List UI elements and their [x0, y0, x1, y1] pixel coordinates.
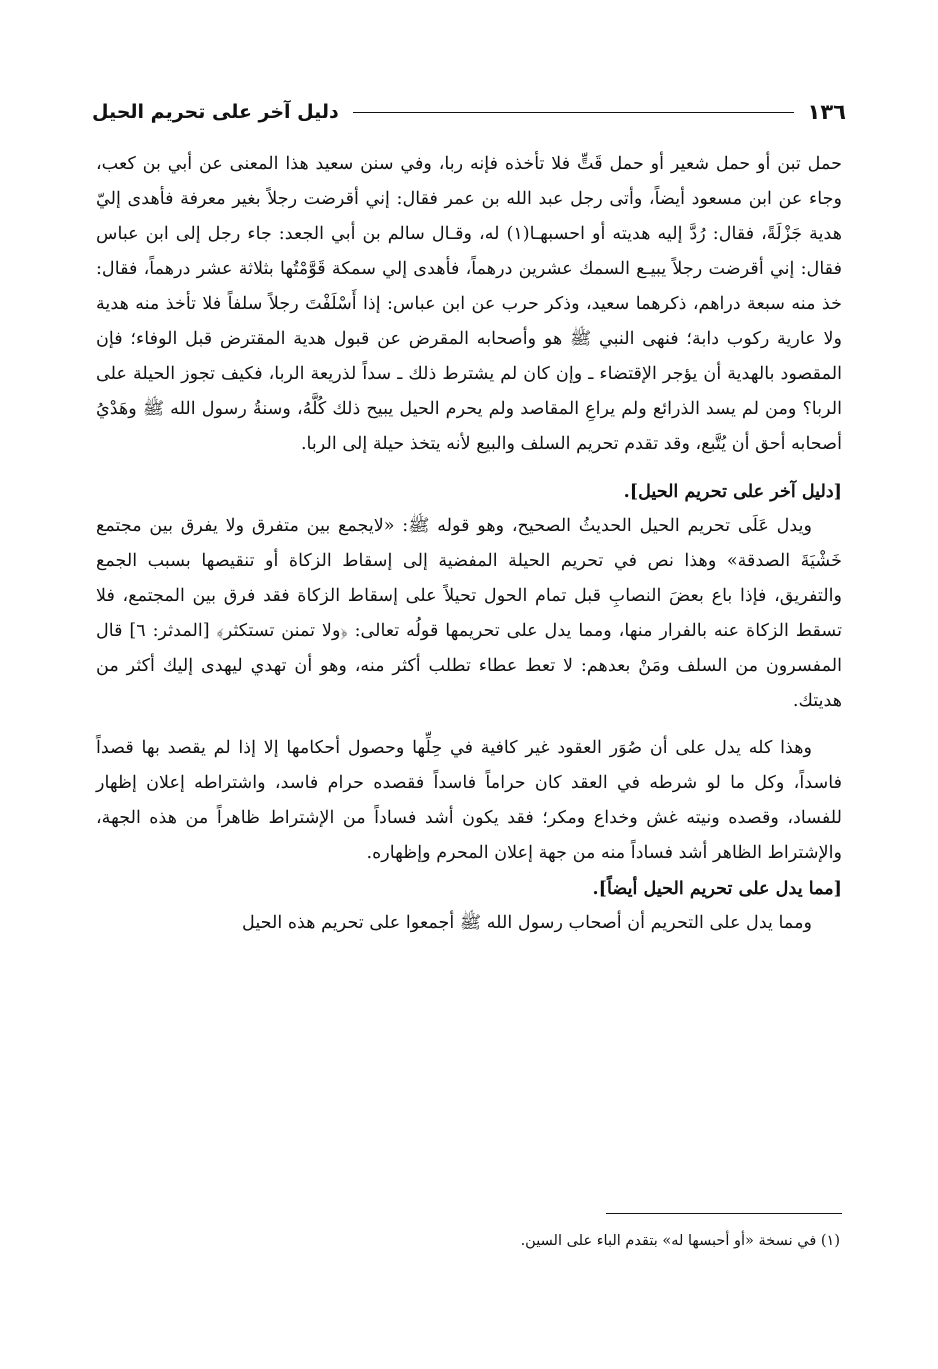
paragraph-4: ومما يدل على التحريم أن أصحاب رسول الله ﷺ أجمعوا على تحريم هذه الحيل — [242, 913, 812, 933]
paragraph-1: حمل تبن أو حمل شعير أو حمل قَتٍّ فلا تأخذه فإنه ربا، وفي سنن سعيد هذا المعنى عن أبي بن كعب، وجاء عن ابن مسعود أيضاً، وأتى رجل عبد الله بن عمر فقال: إني أقرضت رجلاً بغير معرفة فأهدى إليّ هدية جَزْلَةً، فقال: رُدَّ إليه هديته أو احسبهـا(١) له، وقـال سالم بن أبي الجعد: جاء رجل إلى ابن عباس فقال: إني أقرضت رجلاً يبيـع السمك عشرين درهماً، فأهدى إلي سمكة قَوَّمْتُها بثلاثة عشر درهماً، فقال: خذ منه سبعة دراهم، ذكرهما سعيد، وذكر حرب عن ابن عباس: إذا أَسْلَفْتَ رجلاً سلفاً فلا تأخذ منه هدية ولا عارية ركوب دابة؛ فنهى النبي ﷺ هو وأصحابه المقرض عن قبول هدية المقترض قبل الوفاء؛ فإن المقصود بالهدية أن يؤجر الإقتضاء ـ وإن كان لم يشترط ذلك ـ سداً لذريعة الربا، فكيف تجوز الحيلة على الربا؟ ومن لم يسد الذرائع ولم يراعِ المقاصد ولم يحرم الحيل يبيح ذلك كُلَّهُ، وسنةُ رسول الله ﷺ وهَدْيُ أصحابه أحق أن يُتَّبع، وقد تقدم تحريم السلف والبيع لأنه يتخذ حيلة إلى الربا. — [96, 154, 842, 454]
running-title: دليل آخر على تحريم الحيل — [92, 101, 339, 123]
paragraph-3: وهذا كله يدل على أن صُوَر العقود غير كافية في حِلِّها وحصول أحكامها إلا إذا لم يقصد بها قصداً فاسداً، وكل ما لو شرطه في العقد كان حراماً فاسداً فقصده حرام فاسد، واشتراطه إعلان إظهار للفساد، وقصده ونيته غش وخداع ومكر؛ فقد يكون أشد فساداً من الإشتراط ظاهراً من هذه الجهة، والإشتراط الظاهر أشد فساداً منه من جهة إعلان المحرم وإظهاره. — [96, 738, 842, 863]
page-number: ١٣٦ — [807, 100, 846, 124]
section-heading-1: [دليل آخر على تحريم الحيل]. — [623, 481, 842, 502]
paragraph-2: ويدل عَلَى تحريم الحيل الحديثُ الصحيح، وهو قوله ﷺ: «لايجمع بين متفرق ولا يفرق بين مجتمع خَشْيَةَ الصدقة» وهذا نص في تحريم الحيلة المفضية إلى إسقاط الزكاة أو تنقيصها بسبب الجمع والتفريق، فإذا باع بعضَ النصابِ قبل تمام الحول تحيلاً على إسقاط الزكاة فقد فرق بين المجتمع، فلا تسقط الزكاة عنه بالفرار منها، ومما يدل على تحريمها قولُه تعالى: ﴿ولا تمنن تستكثر﴾ [المدثر: ٦] قال المفسرون من السلف ومَنْ بعدهم: لا تعط عطاء تطلب أكثر منه، وهو أن تهدي ليهدى إليك أكثر من هديتك. — [96, 516, 842, 711]
footnote: (١) في نسخة «أو أحبسها له» بتقدم الباء على السين. — [520, 1233, 840, 1249]
body-text — [96, 147, 842, 941]
section-heading-2: [مما يدل على تحريم الحيل أيضاً]. — [592, 878, 842, 899]
running-head — [92, 92, 846, 132]
header-rule — [353, 112, 794, 113]
footnote-rule — [606, 1213, 842, 1214]
